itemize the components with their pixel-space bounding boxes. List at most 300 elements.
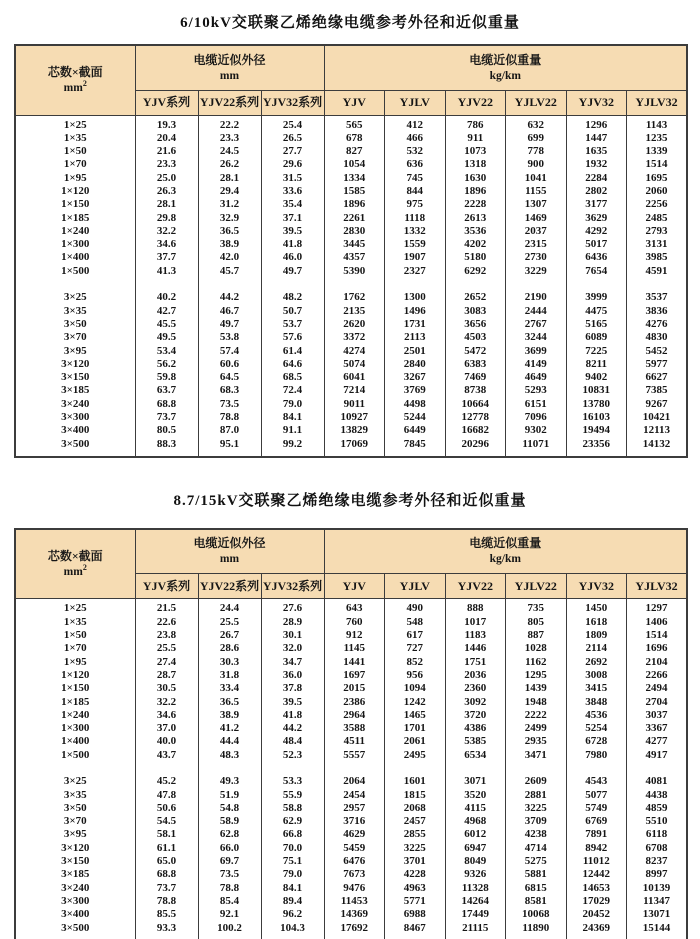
value-cell: 100.2 — [198, 922, 261, 939]
value-cell: 27.7 — [261, 145, 324, 158]
value-cell: 2957 — [324, 802, 385, 815]
cable-spec-table-6-10kv — [14, 44, 688, 458]
value-cell: 3092 — [445, 696, 506, 709]
value-cell: 2501 — [385, 345, 446, 358]
value-cell: 4292 — [566, 225, 627, 238]
value-cell: 2620 — [324, 318, 385, 331]
spec-cell: 3×400 — [15, 424, 135, 437]
spacer-cell — [506, 762, 567, 775]
table-row — [15, 669, 687, 682]
value-cell: 1896 — [324, 198, 385, 211]
value-cell: 3537 — [627, 291, 688, 304]
value-cell: 7225 — [566, 345, 627, 358]
value-cell: 28.7 — [135, 669, 198, 682]
value-cell: 3716 — [324, 815, 385, 828]
value-cell: 2068 — [385, 802, 446, 815]
value-cell: 1300 — [385, 291, 446, 304]
value-cell: 745 — [385, 172, 446, 185]
value-cell: 2104 — [627, 656, 688, 669]
value-cell: 42.7 — [135, 305, 198, 318]
value-cell: 78.8 — [198, 411, 261, 424]
spacer-cell — [135, 762, 198, 775]
spacer-cell — [445, 762, 506, 775]
value-cell: 8942 — [566, 842, 627, 855]
value-cell: 41.8 — [261, 709, 324, 722]
value-cell: 41.8 — [261, 238, 324, 251]
value-cell: 85.5 — [135, 908, 198, 921]
table-row — [15, 358, 687, 371]
value-cell: 5180 — [445, 251, 506, 264]
value-cell: 735 — [506, 599, 567, 616]
column-header-yjv32-series: YJV32系列 — [261, 90, 324, 115]
value-cell: 45.7 — [198, 265, 261, 278]
value-cell: 60.6 — [198, 358, 261, 371]
value-cell: 23356 — [566, 438, 627, 457]
value-cell: 678 — [324, 132, 385, 145]
value-cell: 5749 — [566, 802, 627, 815]
value-cell: 4115 — [445, 802, 506, 815]
value-cell: 5881 — [506, 868, 567, 881]
value-cell: 3588 — [324, 722, 385, 735]
table-row — [15, 291, 687, 304]
diameter-group-unit: mm — [219, 553, 240, 566]
value-cell: 1751 — [445, 656, 506, 669]
value-cell: 2261 — [324, 212, 385, 225]
value-cell: 4438 — [627, 789, 688, 802]
spec-cell: 3×185 — [15, 384, 135, 397]
value-cell: 9402 — [566, 371, 627, 384]
value-cell: 5077 — [566, 789, 627, 802]
value-cell: 26.3 — [135, 185, 198, 198]
value-cell: 4629 — [324, 828, 385, 841]
value-cell: 73.7 — [135, 882, 198, 895]
value-cell: 16682 — [445, 424, 506, 437]
table-row — [15, 331, 687, 344]
value-cell: 87.0 — [198, 424, 261, 437]
weight-group-label: 电缆近似重量 — [469, 52, 542, 67]
value-cell: 6708 — [627, 842, 688, 855]
spec-cell: 3×500 — [15, 438, 135, 457]
value-cell: 22.6 — [135, 616, 198, 629]
value-cell: 2327 — [385, 265, 446, 278]
column-header-yjv22-series: YJV22系列 — [198, 574, 261, 599]
value-cell: 888 — [445, 599, 506, 616]
value-cell: 11328 — [445, 882, 506, 895]
value-cell: 32.2 — [135, 696, 198, 709]
spec-cell: 1×300 — [15, 722, 135, 735]
value-cell: 52.3 — [261, 749, 324, 762]
value-cell: 8211 — [566, 358, 627, 371]
spec-cell: 3×35 — [15, 305, 135, 318]
value-cell: 73.7 — [135, 411, 198, 424]
value-cell: 6041 — [324, 371, 385, 384]
value-cell: 32.2 — [135, 225, 198, 238]
value-cell: 4081 — [627, 775, 688, 788]
value-cell: 1439 — [506, 682, 567, 695]
value-cell: 4714 — [506, 842, 567, 855]
value-cell: 8997 — [627, 868, 688, 881]
value-cell: 17029 — [566, 895, 627, 908]
value-cell: 1446 — [445, 642, 506, 655]
value-cell: 4475 — [566, 305, 627, 318]
value-cell: 7096 — [506, 411, 567, 424]
value-cell: 25.5 — [135, 642, 198, 655]
value-cell: 53.3 — [261, 775, 324, 788]
weight-group-unit: kg/km — [489, 553, 521, 566]
value-cell: 49.5 — [135, 331, 198, 344]
header-group-row — [15, 45, 687, 90]
value-cell: 3267 — [385, 371, 446, 384]
column-header-yjv22-series: YJV22系列 — [198, 90, 261, 115]
spec-cell: 3×70 — [15, 331, 135, 344]
value-cell: 3629 — [566, 212, 627, 225]
value-cell: 25.0 — [135, 172, 198, 185]
value-cell: 48.3 — [198, 749, 261, 762]
value-cell: 93.3 — [135, 922, 198, 939]
spec-cell: 1×500 — [15, 265, 135, 278]
value-cell: 4830 — [627, 331, 688, 344]
value-cell: 1235 — [627, 132, 688, 145]
table-row — [15, 172, 687, 185]
spacer-cell — [627, 278, 688, 291]
value-cell: 53.4 — [135, 345, 198, 358]
value-cell: 29.8 — [135, 212, 198, 225]
value-cell: 844 — [385, 185, 446, 198]
spec-cell: 1×120 — [15, 185, 135, 198]
core-section-unit: $mm^2$ — [63, 563, 87, 579]
spec-cell: 3×120 — [15, 842, 135, 855]
spacer-cell — [324, 278, 385, 291]
spacer-cell — [324, 762, 385, 775]
column-header-core-section — [15, 529, 135, 599]
value-cell: 2499 — [506, 722, 567, 735]
spec-cell: 1×400 — [15, 251, 135, 264]
spec-cell: 1×240 — [15, 225, 135, 238]
value-cell: 2190 — [506, 291, 567, 304]
value-cell: 6476 — [324, 855, 385, 868]
value-cell: 3985 — [627, 251, 688, 264]
column-group-weight — [324, 45, 687, 90]
spacer-cell — [385, 278, 446, 291]
value-cell: 24.4 — [198, 599, 261, 616]
value-cell: 7469 — [445, 371, 506, 384]
value-cell: 6947 — [445, 842, 506, 855]
value-cell: 4859 — [627, 802, 688, 815]
value-cell: 26.5 — [261, 132, 324, 145]
value-cell: 72.4 — [261, 384, 324, 397]
spacer-cell — [445, 278, 506, 291]
spacer-cell — [198, 762, 261, 775]
value-cell: 9011 — [324, 398, 385, 411]
value-cell: 10421 — [627, 411, 688, 424]
column-group-weight — [324, 529, 687, 574]
value-cell: 1094 — [385, 682, 446, 695]
spec-cell: 3×35 — [15, 789, 135, 802]
table-row — [15, 922, 687, 939]
table-row — [15, 599, 687, 616]
value-cell: 99.2 — [261, 438, 324, 457]
value-cell: 2256 — [627, 198, 688, 211]
value-cell: 827 — [324, 145, 385, 158]
value-cell: 53.8 — [198, 331, 261, 344]
value-cell: 6534 — [445, 749, 506, 762]
table-row — [15, 709, 687, 722]
value-cell: 2652 — [445, 291, 506, 304]
value-cell: 5275 — [506, 855, 567, 868]
value-cell: 2704 — [627, 696, 688, 709]
core-section-label: 芯数×截面 — [47, 548, 103, 563]
value-cell: 3848 — [566, 696, 627, 709]
column-header-yjv32: YJV32 — [566, 90, 627, 115]
value-cell: 3769 — [385, 384, 446, 397]
spec-cell: 1×35 — [15, 132, 135, 145]
value-cell: 4591 — [627, 265, 688, 278]
value-cell: 25.4 — [261, 115, 324, 132]
value-cell: 3720 — [445, 709, 506, 722]
value-cell: 46.0 — [261, 251, 324, 264]
value-cell: 27.4 — [135, 656, 198, 669]
value-cell: 1697 — [324, 669, 385, 682]
spacer-cell — [385, 762, 446, 775]
value-cell: 36.5 — [198, 225, 261, 238]
value-cell: 15144 — [627, 922, 688, 939]
value-cell: 13780 — [566, 398, 627, 411]
spec-cell: 1×150 — [15, 198, 135, 211]
value-cell: 73.5 — [198, 868, 261, 881]
spec-cell: 1×400 — [15, 735, 135, 748]
value-cell: 3225 — [506, 802, 567, 815]
value-cell: 6815 — [506, 882, 567, 895]
value-cell: 10139 — [627, 882, 688, 895]
value-cell: 6383 — [445, 358, 506, 371]
diameter-group-label: 电缆近似外径 — [193, 536, 266, 551]
value-cell: 54.5 — [135, 815, 198, 828]
value-cell: 6436 — [566, 251, 627, 264]
value-cell: 92.1 — [198, 908, 261, 921]
value-cell: 975 — [385, 198, 446, 211]
value-cell: 5510 — [627, 815, 688, 828]
value-cell: 31.2 — [198, 198, 261, 211]
value-cell: 565 — [324, 115, 385, 132]
spec-cell: 3×500 — [15, 922, 135, 939]
spec-cell: 1×95 — [15, 656, 135, 669]
value-cell: 4963 — [385, 882, 446, 895]
table-row — [15, 908, 687, 921]
value-cell: 64.6 — [261, 358, 324, 371]
value-cell: 5165 — [566, 318, 627, 331]
value-cell: 2284 — [566, 172, 627, 185]
column-header-yjv32: YJV32 — [566, 574, 627, 599]
value-cell: 58.1 — [135, 828, 198, 841]
table-row — [15, 789, 687, 802]
value-cell: 20296 — [445, 438, 506, 457]
table-row — [15, 642, 687, 655]
value-cell: 68.8 — [135, 868, 198, 881]
table-title-8-7-15kv: 8.7/15kV交联聚乙烯绝缘电缆参考外径和近似重量 — [173, 492, 527, 509]
value-cell: 42.0 — [198, 251, 261, 264]
value-cell: 643 — [324, 599, 385, 616]
spacer-cell — [566, 278, 627, 291]
value-cell: 32.0 — [261, 642, 324, 655]
value-cell: 8049 — [445, 855, 506, 868]
value-cell: 43.7 — [135, 749, 198, 762]
value-cell: 1696 — [627, 642, 688, 655]
value-cell: 23.3 — [198, 132, 261, 145]
value-cell: 3229 — [506, 265, 567, 278]
value-cell: 1183 — [445, 629, 506, 642]
value-cell: 2113 — [385, 331, 446, 344]
value-cell: 4149 — [506, 358, 567, 371]
value-cell: 2767 — [506, 318, 567, 331]
value-cell: 53.7 — [261, 318, 324, 331]
column-header-yjlv32: YJLV32 — [627, 574, 688, 599]
spec-cell: 3×70 — [15, 815, 135, 828]
value-cell: 2855 — [385, 828, 446, 841]
table-row — [15, 438, 687, 457]
value-cell: 39.5 — [261, 696, 324, 709]
spacer-cell — [15, 278, 135, 291]
value-cell: 78.8 — [135, 895, 198, 908]
value-cell: 2114 — [566, 642, 627, 655]
value-cell: 2064 — [324, 775, 385, 788]
value-cell: 59.8 — [135, 371, 198, 384]
value-cell: 20.4 — [135, 132, 198, 145]
value-cell: 16103 — [566, 411, 627, 424]
value-cell: 956 — [385, 669, 446, 682]
value-cell: 2037 — [506, 225, 567, 238]
table-row — [15, 345, 687, 358]
table-row — [15, 775, 687, 788]
value-cell: 1143 — [627, 115, 688, 132]
spacer-cell — [198, 278, 261, 291]
value-cell: 1514 — [627, 158, 688, 171]
column-header-yjv-series: YJV系列 — [135, 574, 198, 599]
value-cell: 5244 — [385, 411, 446, 424]
value-cell: 805 — [506, 616, 567, 629]
value-cell: 12778 — [445, 411, 506, 424]
value-cell: 3999 — [566, 291, 627, 304]
value-cell: 14132 — [627, 438, 688, 457]
spacer-cell — [627, 762, 688, 775]
spacer-cell — [566, 762, 627, 775]
value-cell: 75.1 — [261, 855, 324, 868]
cable-spec-table-8-7-15kv — [14, 528, 688, 939]
diameter-group-label: 电缆近似外径 — [193, 52, 266, 67]
value-cell: 4917 — [627, 749, 688, 762]
spacer-cell — [261, 762, 324, 775]
value-cell: 4386 — [445, 722, 506, 735]
value-cell: 4276 — [627, 318, 688, 331]
value-cell: 37.0 — [135, 722, 198, 735]
value-cell: 58.9 — [198, 815, 261, 828]
value-cell: 5472 — [445, 345, 506, 358]
value-cell: 56.2 — [135, 358, 198, 371]
diameter-group-unit: mm — [219, 69, 240, 82]
value-cell: 490 — [385, 599, 446, 616]
value-cell: 1162 — [506, 656, 567, 669]
table-row — [15, 115, 687, 132]
spec-cell: 1×300 — [15, 238, 135, 251]
value-cell: 5452 — [627, 345, 688, 358]
value-cell: 2830 — [324, 225, 385, 238]
value-cell: 66.8 — [261, 828, 324, 841]
spec-cell: 1×25 — [15, 115, 135, 132]
value-cell: 3071 — [445, 775, 506, 788]
value-cell: 3244 — [506, 331, 567, 344]
column-header-yjlv: YJLV — [385, 90, 446, 115]
table-row — [15, 629, 687, 642]
value-cell: 3131 — [627, 238, 688, 251]
value-cell: 6627 — [627, 371, 688, 384]
value-cell: 51.9 — [198, 789, 261, 802]
column-header-core-section — [15, 45, 135, 115]
table-row — [15, 722, 687, 735]
value-cell: 1932 — [566, 158, 627, 171]
value-cell: 636 — [385, 158, 446, 171]
value-cell: 760 — [324, 616, 385, 629]
value-cell: 3471 — [506, 749, 567, 762]
value-cell: 1155 — [506, 185, 567, 198]
table-title-6-10kv: 6/10kV交联聚乙烯绝缘电缆参考外径和近似重量 — [180, 15, 520, 31]
value-cell: 900 — [506, 158, 567, 171]
value-cell: 1618 — [566, 616, 627, 629]
value-cell: 31.5 — [261, 172, 324, 185]
value-cell: 2840 — [385, 358, 446, 371]
group-spacer-row — [15, 278, 687, 291]
value-cell: 1441 — [324, 656, 385, 669]
value-cell: 63.7 — [135, 384, 198, 397]
value-cell: 14653 — [566, 882, 627, 895]
weight-group-label: 电缆近似重量 — [469, 536, 542, 551]
spec-cell: 3×25 — [15, 291, 135, 304]
spec-cell: 1×185 — [15, 212, 135, 225]
value-cell: 2613 — [445, 212, 506, 225]
value-cell: 55.9 — [261, 789, 324, 802]
spec-cell: 3×240 — [15, 398, 135, 411]
value-cell: 4238 — [506, 828, 567, 841]
value-cell: 20452 — [566, 908, 627, 921]
value-cell: 5557 — [324, 749, 385, 762]
value-cell: 30.1 — [261, 629, 324, 642]
table-row — [15, 185, 687, 198]
value-cell: 786 — [445, 115, 506, 132]
value-cell: 8738 — [445, 384, 506, 397]
value-cell: 6151 — [506, 398, 567, 411]
value-cell: 34.6 — [135, 238, 198, 251]
table-row — [15, 384, 687, 397]
value-cell: 5017 — [566, 238, 627, 251]
value-cell: 11071 — [506, 438, 567, 457]
value-cell: 62.9 — [261, 815, 324, 828]
value-cell: 38.9 — [198, 238, 261, 251]
value-cell: 548 — [385, 616, 446, 629]
column-header-yjv: YJV — [324, 574, 385, 599]
spec-cell: 3×300 — [15, 411, 135, 424]
value-cell: 69.7 — [198, 855, 261, 868]
value-cell: 28.6 — [198, 642, 261, 655]
value-cell: 887 — [506, 629, 567, 642]
value-cell: 4503 — [445, 331, 506, 344]
spec-cell: 3×300 — [15, 895, 135, 908]
value-cell: 78.8 — [198, 882, 261, 895]
value-cell: 2228 — [445, 198, 506, 211]
value-cell: 1334 — [324, 172, 385, 185]
value-cell: 30.3 — [198, 656, 261, 669]
value-cell: 73.5 — [198, 398, 261, 411]
table-row — [15, 198, 687, 211]
value-cell: 3709 — [506, 815, 567, 828]
spec-cell: 1×150 — [15, 682, 135, 695]
